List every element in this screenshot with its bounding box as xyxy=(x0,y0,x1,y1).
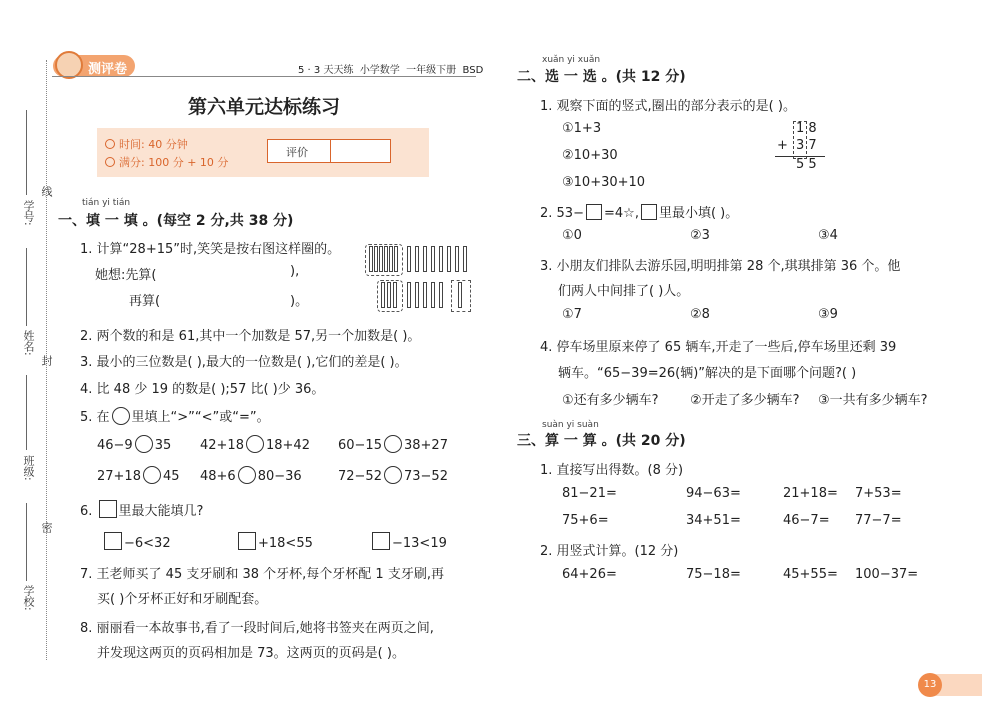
q6-item-1: −6<32 xyxy=(102,532,171,551)
s2-q3-opt2[interactable]: ②8 xyxy=(690,307,710,322)
check-icon xyxy=(105,157,115,167)
stick xyxy=(458,282,462,308)
stick xyxy=(415,282,419,308)
s2-q1-opt2[interactable]: ②10+30 xyxy=(562,148,618,163)
s2-q4-line2: 辆车。“65−39=26(辆)”解决的是下面哪个问题?( ) xyxy=(558,366,857,381)
s2-q3-opt1[interactable]: ①7 xyxy=(562,307,582,322)
answer-box[interactable] xyxy=(586,204,602,220)
q8-line2: 并发现这两页的页码相加是 73。这两页的页码是( )。 xyxy=(97,646,405,661)
calc-mid: 3 7 xyxy=(796,138,817,153)
s2-q4-opt2[interactable]: ②开走了多少辆车? xyxy=(690,393,800,408)
s3-q1-text: 1. 直接写出得数。(8 分) xyxy=(540,463,684,478)
answer-box[interactable] xyxy=(238,532,256,550)
q6-item-3: −13<19 xyxy=(370,532,447,551)
s2-q2-opt3[interactable]: ③4 xyxy=(818,228,838,243)
stick xyxy=(407,246,411,272)
compare-circle[interactable] xyxy=(238,466,256,484)
section1-pinyin: tián yi tián xyxy=(82,198,131,208)
secret-mark: 密 xyxy=(40,522,53,533)
eval-divider xyxy=(330,140,331,162)
header-series: 5 · 3 天天练 小学数学 一年级下册 BSD xyxy=(298,65,484,76)
s2-q1-opt3[interactable]: ③10+30+10 xyxy=(562,175,646,190)
stick xyxy=(447,246,451,272)
s3-q1-item: 77−7= xyxy=(855,513,902,528)
s2-q2-text: 2. 53− =4☆, 里最小填( )。 xyxy=(540,206,739,221)
page-number: 13 xyxy=(918,673,942,697)
section3-pinyin: suàn yi suàn xyxy=(542,420,599,430)
class-field xyxy=(26,375,27,450)
s2-q3-line1: 3. 小朋友们排队去游乐园,明明排第 28 个,琪琪排第 36 个。他 xyxy=(540,259,901,274)
q1-line2a: 她想:先算( xyxy=(95,268,157,283)
answer-box[interactable] xyxy=(372,532,390,550)
name-label: 姓名: xyxy=(22,330,35,356)
stick xyxy=(455,246,459,272)
section2-pinyin: xuǎn yi xuǎn xyxy=(542,55,601,65)
q1-line2b: ), xyxy=(290,264,300,279)
q7-line1: 7. 王老师买了 45 支牙刷和 38 个牙杯,每个牙杯配 1 支牙刷,再 xyxy=(80,567,444,582)
answer-box[interactable] xyxy=(104,532,122,550)
answer-box xyxy=(99,500,117,518)
stick xyxy=(369,246,373,272)
q6-item-2: +18<55 xyxy=(236,532,313,551)
s2-q4-opt3[interactable]: ③一共有多少辆车? xyxy=(818,393,928,408)
clock-icon xyxy=(105,139,115,149)
info-box xyxy=(97,128,429,177)
s2-q4-opt1[interactable]: ①还有多少辆车? xyxy=(562,393,659,408)
stick xyxy=(407,282,411,308)
s3-q2-text: 2. 用竖式计算。(12 分) xyxy=(540,544,679,559)
s2-q3-opt3[interactable]: ③9 xyxy=(818,307,838,322)
s3-q1-item: 75+6= xyxy=(562,513,609,528)
page-title: 第六单元达标练习 xyxy=(188,96,341,118)
s2-q1-text: 1. 观察下面的竖式,圈出的部分表示的是( )。 xyxy=(540,99,796,114)
q8-line1: 8. 丽丽看一本故事书,看了一段时间后,她将书签夹在两页之间, xyxy=(80,621,434,636)
compare-circle[interactable] xyxy=(384,435,402,453)
stick xyxy=(384,246,388,272)
s3-q1-item: 21+18= xyxy=(783,486,838,501)
stick xyxy=(374,246,378,272)
section3-heading: 三、算 一 算 。(共 20 分) xyxy=(517,433,686,449)
stick xyxy=(463,246,467,272)
stick xyxy=(439,282,443,308)
stick xyxy=(431,246,435,272)
school-field xyxy=(26,503,27,581)
q5-item-6: 72−52 73−52 xyxy=(338,466,448,484)
q5-item-1: 46−9 35 xyxy=(97,435,171,453)
q1-line3a: 再算( xyxy=(129,294,161,309)
s3-q1-item: 7+53= xyxy=(855,486,902,501)
section1-heading: 一、填 一 填 。(每空 2 分,共 38 分) xyxy=(58,213,294,229)
q5-text: 5. 在 里填上“>”“<”或“=”。 xyxy=(80,406,270,425)
stick xyxy=(439,246,443,272)
q7-line2: 买( )个牙杯正好和牙刷配套。 xyxy=(97,592,268,607)
s3-q1-item: 46−7= xyxy=(783,513,830,528)
q6-text: 6. 里最大能填几? xyxy=(80,500,203,519)
badge-label: 测评卷 xyxy=(88,62,128,77)
compare-circle[interactable] xyxy=(246,435,264,453)
s2-q4-line1: 4. 停车场里原来停了 65 辆车,开走了一些后,停车场里还剩 39 xyxy=(540,340,897,355)
stick xyxy=(423,246,427,272)
compare-circle[interactable] xyxy=(135,435,153,453)
q5-item-3: 60−15 38+27 xyxy=(338,435,448,453)
stick xyxy=(423,282,427,308)
name-field xyxy=(26,248,27,326)
class-label: 班级: xyxy=(22,455,35,481)
compare-circle[interactable] xyxy=(384,466,402,484)
stick xyxy=(387,282,391,308)
stick xyxy=(393,282,397,308)
stick xyxy=(394,246,398,272)
seal-mark: 封 xyxy=(40,355,53,366)
stick xyxy=(379,246,383,272)
stick xyxy=(389,246,393,272)
s3-q2-item: 100−37= xyxy=(855,567,919,582)
s2-q1-opt1[interactable]: ①1+3 xyxy=(562,121,602,136)
compare-circle xyxy=(112,407,130,425)
stick xyxy=(415,246,419,272)
s3-q1-item: 81−21= xyxy=(562,486,617,501)
mascot-icon xyxy=(55,51,83,79)
q1-line3b: )。 xyxy=(290,294,309,309)
score-label: 满分: 100 分 + 10 分 xyxy=(119,156,229,169)
star-icon: ☆ xyxy=(623,206,635,221)
school-label: 学校: xyxy=(22,585,35,611)
header-rule xyxy=(52,76,476,77)
section2-heading: 二、选 一 选 。(共 12 分) xyxy=(517,69,686,85)
eval-box xyxy=(267,139,391,163)
s3-q2-item: 64+26= xyxy=(562,567,617,582)
cut-line-mark: 线 xyxy=(40,186,53,197)
calc-plus: + xyxy=(777,138,788,153)
s2-q2-opt2[interactable]: ②3 xyxy=(690,228,710,243)
compare-circle[interactable] xyxy=(143,466,161,484)
stick xyxy=(381,282,385,308)
calc-top: 1 8 xyxy=(796,121,817,136)
s3-q1-item: 34+51= xyxy=(686,513,741,528)
student-number-field xyxy=(26,110,27,195)
s3-q2-item: 75−18= xyxy=(686,567,741,582)
q1-line1: 1. 计算“28+15”时,笑笑是按右图这样圈的。 xyxy=(80,242,341,257)
q5-item-2: 42+18 18+42 xyxy=(200,435,310,453)
s3-q2-item: 45+55= xyxy=(783,567,838,582)
eval-label: 评价 xyxy=(286,146,308,159)
s2-q3-line2: 们两人中间排了( )人。 xyxy=(558,284,690,299)
stick xyxy=(431,282,435,308)
calc-result: 5 5 xyxy=(796,157,817,172)
q4-text: 4. 比 48 少 19 的数是( );57 比( )少 36。 xyxy=(80,382,325,397)
time-label: 时间: 40 分钟 xyxy=(119,138,188,151)
q3-text: 3. 最小的三位数是( ),最大的一位数是( ),它们的差是( )。 xyxy=(80,355,408,370)
answer-box xyxy=(641,204,657,220)
q2-text: 2. 两个数的和是 61,其中一个加数是 57,另一个加数是( )。 xyxy=(80,329,421,344)
s3-q1-item: 94−63= xyxy=(686,486,741,501)
q5-item-4: 27+18 45 xyxy=(97,466,180,484)
q5-item-5: 48+6 80−36 xyxy=(200,466,302,484)
student-number-label: 学号: xyxy=(22,200,35,226)
counting-sticks-image xyxy=(363,240,471,314)
s2-q2-opt1[interactable]: ①0 xyxy=(562,228,582,243)
